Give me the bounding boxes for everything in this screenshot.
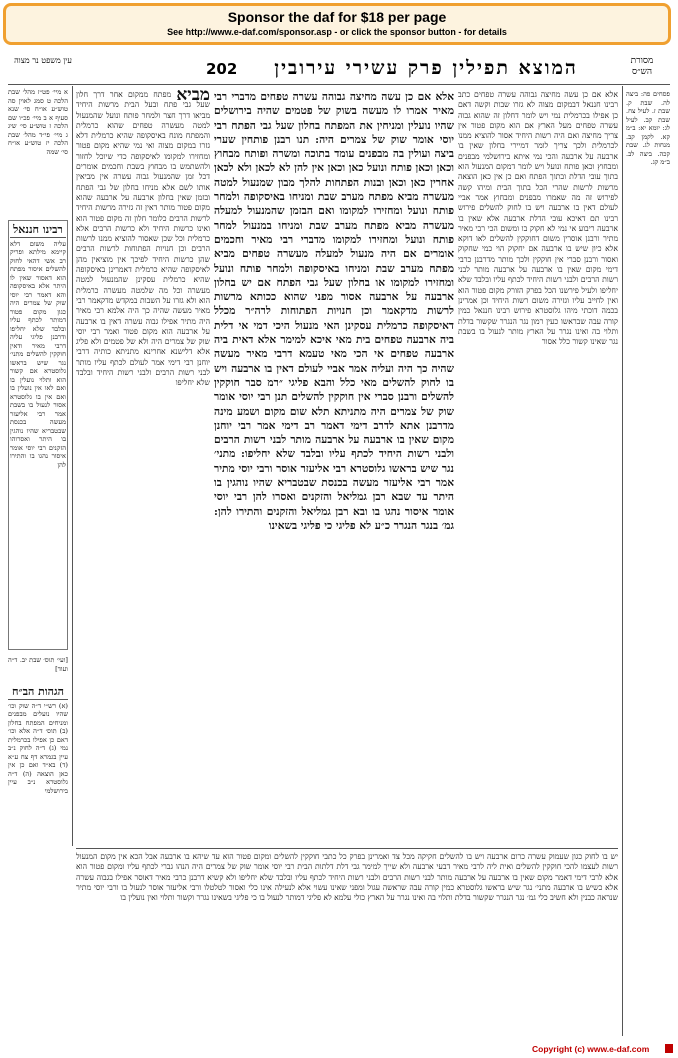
page-header (8, 54, 670, 84)
copyright-notice[interactable]: Copyright (c) www.e-daf.com (532, 1044, 650, 1054)
masoret-note (8, 656, 68, 680)
rabbenu-chananel-text: עליה משום דלא קיימא מילתא ופריק רב אשי דהאי לחוק להשלים איסור מפתח הוא דאסור שאין לו היתר אלא באיסקופה והא דאמר רבי יוסי שוק של צמרים היה כגון מקום פטור דמותר לכתף עליו ובלבד שלא יחליפו ודרבנן פליגי עליה דרבי מאיר ודאין חוקקין להשלים מתני׳ נגר שיש בראשו גלוסטרא אם קשור הוא ותלוי נועלין בו ואם לאו אין נועלין בו ואם אין בו גלוסטרא אסור לנעול בו בשבת אמר רבי אליעזר מעשה בכנסת שבטבריא שהיו נוהגין בו היתר ואסרוהו הזקנים רבי יוסי אומר איסור נהגו בו והתירו להן (10, 239, 66, 469)
rashi-text: מפתח ממקום אחר דרך חלון שעל גבי פתח ובעל הבית מרשות היחיד מביאו דרך חצר ולמחר פותח ונועל שהמנעול למטה מעשרה טפחים שהוא כרמלית והמפתח מונח באיסקופה שהיא כרמלית דלא גזרו במקום מצוה ואי נמי שהיא מקום פטור ומחזירו למקומו לאיסקופה כדי שיוכל לחזור ולהשתמש בו מבחוץ בשבת וחכמים אומרים דכל זמן שהמנעול גבוה עשרה אין מביאין אותו לשם אלא מניחו בחלון של גבי הפתח ובזמן שאין בחלון ארבעה על ארבעה שהוא מקום פטור מותר דאין זה גזירה מרשות היחיד לרשות הרבים כלומר חלון זה מקום פטור הוא ואינו כרשות היחיד ולא כרשות הרבים אלא כרמלית וכל שכן שאסור להוציא ממנו לרשות הרבים וכן חנויות הפתוחות לרשות הרבים שהן כרשות היחיד לפיכך אין מוציאין מהן לאיסקופה שהיא כרמלית דאמרינן באיסקופה שהיא כרמלית עסקינן שהמנעול למטה מעשרה וכל מה שלמטה מעשרה כרמלית הוא ולא גזרו על השבות במקדש מדקאמר רבי מאיר מעשה שהיה כך היה אלמא רבי מאיר היה מתיר אפילו גבוה עשרה דאין בו ארבעה על ארבעה הוא מקום פטור ואמר רבי יוסי שוק של צמרים היה ולא של פטמים ולא פליג אלא דלישנא אחרינא מתניתא כותיה דרבי יוחנן רבי דימי אמר לעולם לכתף עליו מותר לבני רשות הרבים ולבני רשות היחיד ובלבד שלא יחליפו (76, 90, 210, 388)
masoret-hashas-column (626, 90, 670, 1030)
bottom-rule (76, 848, 618, 849)
ein-mishpat-text: א מיי׳ פט״ז מהל׳ שבת הלכה ט סמג לאוין סה טוש״ע או״ח סי׳ שנא סעיף א ב מיי׳ פכ״ו שם הלכה ז טוש״ע סי׳ שיג ג מיי׳ פי״ד מהל׳ שבת הלכה יז טוש״ע או״ח סי׳ שמה (8, 88, 68, 156)
sponsor-corner-icon[interactable] (665, 1044, 673, 1053)
page-title: המוצא תפילין פרק עשירי עירובין (274, 57, 578, 79)
ein-mishpat-column (8, 88, 68, 216)
header-rule (8, 84, 670, 85)
gemara-text-column (214, 90, 454, 846)
bottom-commentary-text: יש בו לחוק כגון שעמוק עשרה כרום ארבעה ויש בו להשלים חקיקה מכל צד ואמרינן בפרק כל כתבי חוקקין להשלים ומקום פטור הוא עד שיהא בו ארבעה אבל הכא אין מקום המנעול רשות לעצמו להכי חוקקין להשלים ואית ליה לרבי מאיר דבעי ארבעה ולא שייך למימר גבי דלת דלתות הבית רבי יוסי אומר שוק של צמרים היה הנהו גברי לכתף עליו ומקום פטור הוא אלא לרבי דימי דאמר מקום שאין בו ארבעה על ארבעה מותר לבני רשות הרבים ולבני רשות היחיד לכתף עליו ובלבד שלא יחליפו ולא קשיא דרבנן כרבי מאיר דאוסר אפילו בגבוה עשרה אלא כשיש בו ארבעה מתני׳ נגר שיש בראשו גלוסטרא כמין קורה עבה שראשה עגול ומפני שאינו עשוי אלא לנעילה אינו כלי ואסור לטלטלו ורבי אליעזר אוסר לנעול בו ורבי יוסי מתיר שנראה כבנין ולא חשיב כלי גמ׳ נגר הנגרר שקשור בדלת ותלוי בה ואינו נגרר על הארץ כולי עלמא לא פליגי דמותר לנעול בו כי פליגי בשאינו נגרר וקשור ותלוי ואין נועלין בו (76, 852, 618, 903)
bottom-commentary (76, 852, 618, 1036)
talmud-page (8, 50, 670, 1040)
rabbenu-chananel-box (8, 220, 68, 650)
sponsor-banner[interactable] (3, 3, 671, 45)
right-sidebar-rule (622, 86, 623, 1036)
masoret-hashas-label: מסורת הש״ס (630, 56, 654, 77)
hagahot-habach-column (8, 684, 68, 844)
rabbenu-chananel-heading: רבינו חננאל (10, 226, 66, 238)
ein-mishpat-label: עין משפט נר מצוה (14, 56, 72, 65)
page-number: 202 (206, 60, 238, 78)
masoret-note-text: [ועי׳ תוס׳ שבת יב. ד״ה ועוד] (8, 656, 68, 673)
left-sidebar-rule (72, 86, 73, 846)
tosafot-text: אלא אם כן עשה מחיצה גבוהה עשרה טפחים כתב רבינו חננאל דבמקום מצוה לא גזרו שבות וקשה דאם כן אפילו בכרמלית נמי ויש לומר דחלון זה שהוא גבוה עשרה טפחים מעל הארץ אם הוא מקום פטור אין צריך מחיצה ואם היה רשות היחיד אסור להוציא ממנו לכרמלית ולכך צריך לומר דמיירי בחלון שאין בו ארבעה על ארבעה והכי נמי איתא בירושלמי מבפנים ומבחוץ וכאן פותח ונועל ויש לומר דמקום המנעול הוא בתוך עובי הדלת ובתוך הפתח ואם כן אין כאן הוצאה מרשות לרשות שהרי הכל בתוך הבית ומיהו קשה לפירוש זה מה שאמרו מבפנים ומבחוץ אמר אביי לעולם דאין בו ארבעה ויש בו לחוק להשלים פירוש רבינו תם דאיכא עובי הדלת ארבעה אלא שאין בו ארבעה ריבוע אי נמי לא חקוק בו ומשום הכי רבי מאיר מתיר ורבנן אוסרין משום דחוקקין להשלים לאו דוקא אלא כיון שיש בו ארבעה אם יחקוק הוי כמי שחקוק ואסור ורבנן סברי אין חוקקין ולכך מותר מדרבנן כרבי דימי מקום שאין בו ארבעה על ארבעה מותר לבני רשות הרבים ולבני רשות היחיד לכתף עליו ובלבד שלא יחליפו ולעיל פירשנו הכל בפרק הזורק מקום פטור הוא ואין לחייב עליו וגזירה משום רשות היחיד וכן אמרינן בכמה דוכתי מיהו גלוסטרא פירוש רבינו חננאל כמין קורה עבה שבראשו כעין רמון נגר הנגרר שקשור בדלת ותלוי בה ואינו נגרר על הארץ מותר לנעול בו בשבת נגר שאינו קשור כלל אסור (458, 90, 618, 347)
gemara-text: אלא אם כן עשה מחיצה גבוהה עשרה טפחים מדברי רבי מאיר אמרו לו מעשה בשוק של פטמים שהיה בירושלים שהיו נועלין ומניחין את המפתח בחלון שעל גבי הפתח רבי יוסי אומר שוק של צמרים היה: תנו רבנן פותחין שערי ביצה ועולין בה מבפנים עומד בתוכה ומשרה ופותח מבחוץ וכאן וכאן פותח ונועל כאן וכאן אין להן לא לכאן ולא לכאן אחרין כאן וכאן ובנות הפתחות להלך מבון שמנעול למטה מעשרה מביא מפתח מערב שבת ומניחו באיסקופה ולמחר פותח ונועל ומחזירו למקומו ואם הבזמן שהמנעול למעלה מעשרה מביא מפתח מערב שבת ומניחו במנעול למחר פותח ונועל ומחזירו למקומו מדברי רבי מאיר וחכמים אומרים אם היה מנעול למעלה מעשרה טפחים מביא מפתח מערב שבת ומניחו באיסקופה ולמחר פותח ונועל ומחזירו למקומו או בחלון שעל גבי הפתח אם יש בחלון ארבעה על ארבעה אסור מפני שהוא ככותא מרשות לרשות מדקאמר וכן חנויות הפתוחות לרה״ר מכלל דאיסקופה כרמלית עסקינן האי מנעול היכי דמי אי דלית ביה ארבעה טפחים בית מאי איכא למימר אלא דאית ביה ארבעה טפחים אי הכי מאי טעמא דרבי מאיר מעשה שהיה כך היה ועליה אמר אביי לעולם דאין בו ארבעה ויש בו לחוק להשלים מאי כלל והבא פליגי ״רמ סבר חוקקין להשלים ורבנן סברי אין חוקקין להשלים תנן רבי יוסי אומר שוק של צמרים היה מתניתא תלא שום מקום ושמע מינה מדרבנן אתא לדרב דימי דאמר רב דימי אמר רבי יוחנן מקום שאין בו ארבעה על ארבעה מותר לבני רשות הרבים ולבני רשות היחיד לכתף עליו ובלבד שלא יחליפו: מתני׳ נגר שיש בראשו גלוסטרא רבי אליעזר אוסר ורבי יוסי מתיר אמר רבי אליעזר מעשה בכנסת שבטבריא שהיו נוהגין בו היתר עד שבא רבן גמליאל והזקנים ואסרו להן רבי יוסי אומר איסור נהגו בו ובא רבן גמליאל והזקנים והתירו להן: גמ׳ בנגר הנגרר כ״ע לא פליגי כי פליגי בשאינו (214, 91, 454, 532)
sponsor-details-link[interactable]: See http://www.e-daf.com/sponsor.asp - or click the sponsor button - for details (167, 27, 507, 37)
hagahot-text: (א) רש״י ד״ה שוק וכו׳ שהיו נועלים מבפנים ומניחים המפתח בחלון (ב) תוס׳ ד״ה אלא וכו׳ דאם כן אפילו בכרמלית נמי (ג) ד״ה לחוק נ״ב עיין בגמרא דף צח ע״א (ד) בא״ד ואם כן אין כאן הוצאה (ה) ד״ה גלוסטרא נ״ב עיין בירושלמי (8, 701, 68, 795)
tosafot-column (458, 90, 618, 846)
masoret-hashas-text: פסחים פה: ביצה לה. שבת ק. שבת ז. לעיל צח. שבת קב. לעיל לג: יומא יא: ב״מ קא. לקמן קב. מנחות לג. שבת קכה. ביצה לב. ב״מ קג. (626, 90, 670, 166)
sponsor-title: Sponsor the daf for $18 per page (227, 9, 447, 25)
rashi-dibur-hamatchil-1: מביא (176, 90, 210, 105)
hagahot-heading: הגהות הב״ח (8, 688, 68, 700)
rashi-column (76, 90, 210, 846)
